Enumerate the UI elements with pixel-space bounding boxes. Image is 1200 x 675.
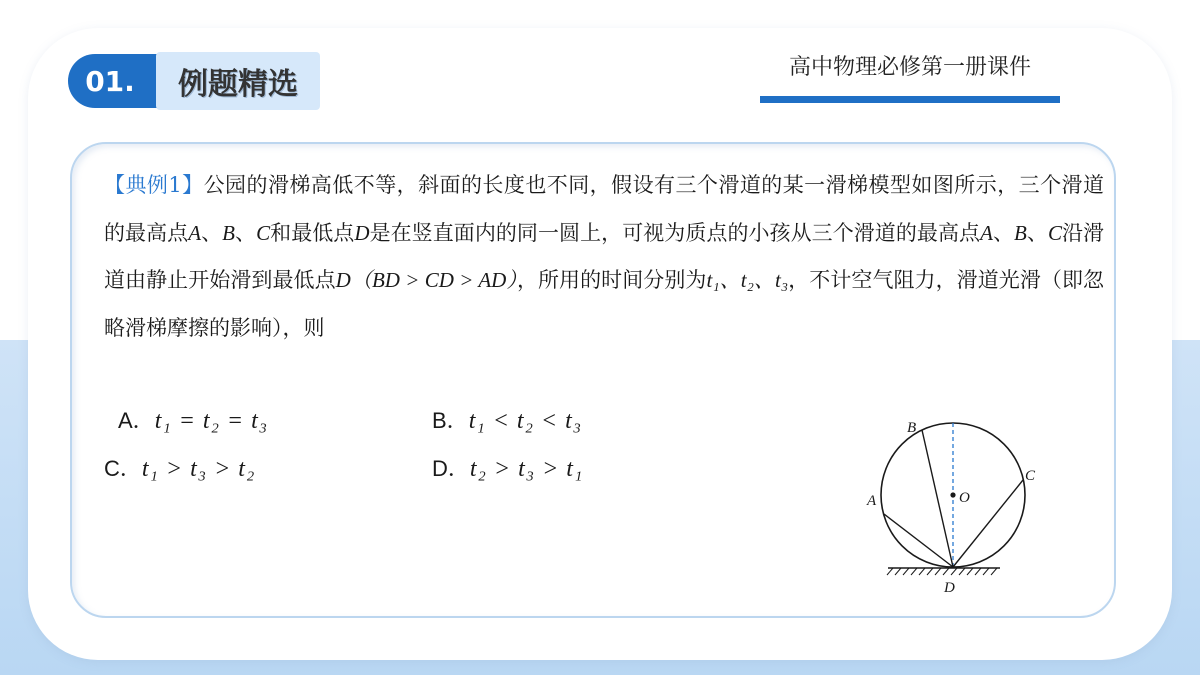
length-condition: （BD > CD > AD）	[350, 268, 517, 292]
label-b: B	[907, 420, 917, 436]
separator: 、	[201, 220, 223, 245]
section-title: 例题精选	[156, 52, 320, 110]
course-title: 高中物理必修第一册课件	[788, 55, 1031, 80]
problem-segment: 沿滑道由静止开始滑到最低点	[104, 220, 1105, 292]
separator: 、	[1026, 220, 1048, 245]
label-o: O	[959, 490, 970, 506]
label-a: A	[867, 493, 877, 509]
point-label: A	[188, 220, 202, 245]
point-label: B	[1014, 220, 1027, 245]
problem-segment: ，所用的时间分别为	[516, 268, 707, 292]
problem-segment: ，不计空气阻力，滑道光滑（即忽略滑梯摩擦的影响），则	[104, 268, 1105, 340]
problem-text	[104, 162, 1104, 352]
option-expression: t₂ > t₃ > t₁	[469, 456, 584, 482]
label-d: D	[944, 580, 955, 596]
option-d[interactable]	[432, 452, 583, 483]
option-expression: t₁ > t₃ > t₂	[141, 456, 256, 482]
option-c[interactable]	[104, 452, 255, 483]
ground-hatching	[887, 568, 997, 575]
label-c: C	[1025, 468, 1036, 484]
point-label: C	[1047, 220, 1062, 245]
problem-segment: 公园的滑梯高低不等，斜面的长度也不同，假设有三个滑道的某一滑梯模型如图所示，三个滑道的最高点	[104, 173, 1104, 245]
point-label: D	[335, 268, 351, 292]
problem-segment: 是在竖直面内的同一圆上，可视为质点的小孩从三个滑道的最高点	[369, 220, 981, 245]
option-label: A．	[118, 408, 155, 433]
option-label: D．	[432, 456, 470, 481]
point-label: A	[980, 220, 993, 245]
course-title-underline	[760, 96, 1060, 103]
point-label: D	[354, 220, 370, 245]
option-a[interactable]	[118, 404, 268, 435]
separator: 、	[234, 220, 257, 245]
example-tag: 【典例1】	[104, 173, 204, 197]
option-b[interactable]	[432, 404, 582, 435]
slide-circle-diagram	[860, 410, 1050, 600]
time-symbols: t₁、t₂、t₃	[706, 268, 789, 292]
separator: 、	[992, 220, 1014, 245]
section-number: 01.	[68, 54, 164, 108]
center-point	[950, 492, 955, 497]
option-expression: t₁ < t₂ < t₃	[468, 408, 583, 434]
option-label: C．	[104, 456, 142, 481]
point-label: C	[256, 220, 271, 245]
point-label: B	[222, 220, 235, 245]
option-label: B．	[432, 408, 469, 433]
option-expression: t₁ = t₂ = t₃	[154, 408, 269, 434]
problem-segment: 和最低点	[270, 220, 355, 245]
